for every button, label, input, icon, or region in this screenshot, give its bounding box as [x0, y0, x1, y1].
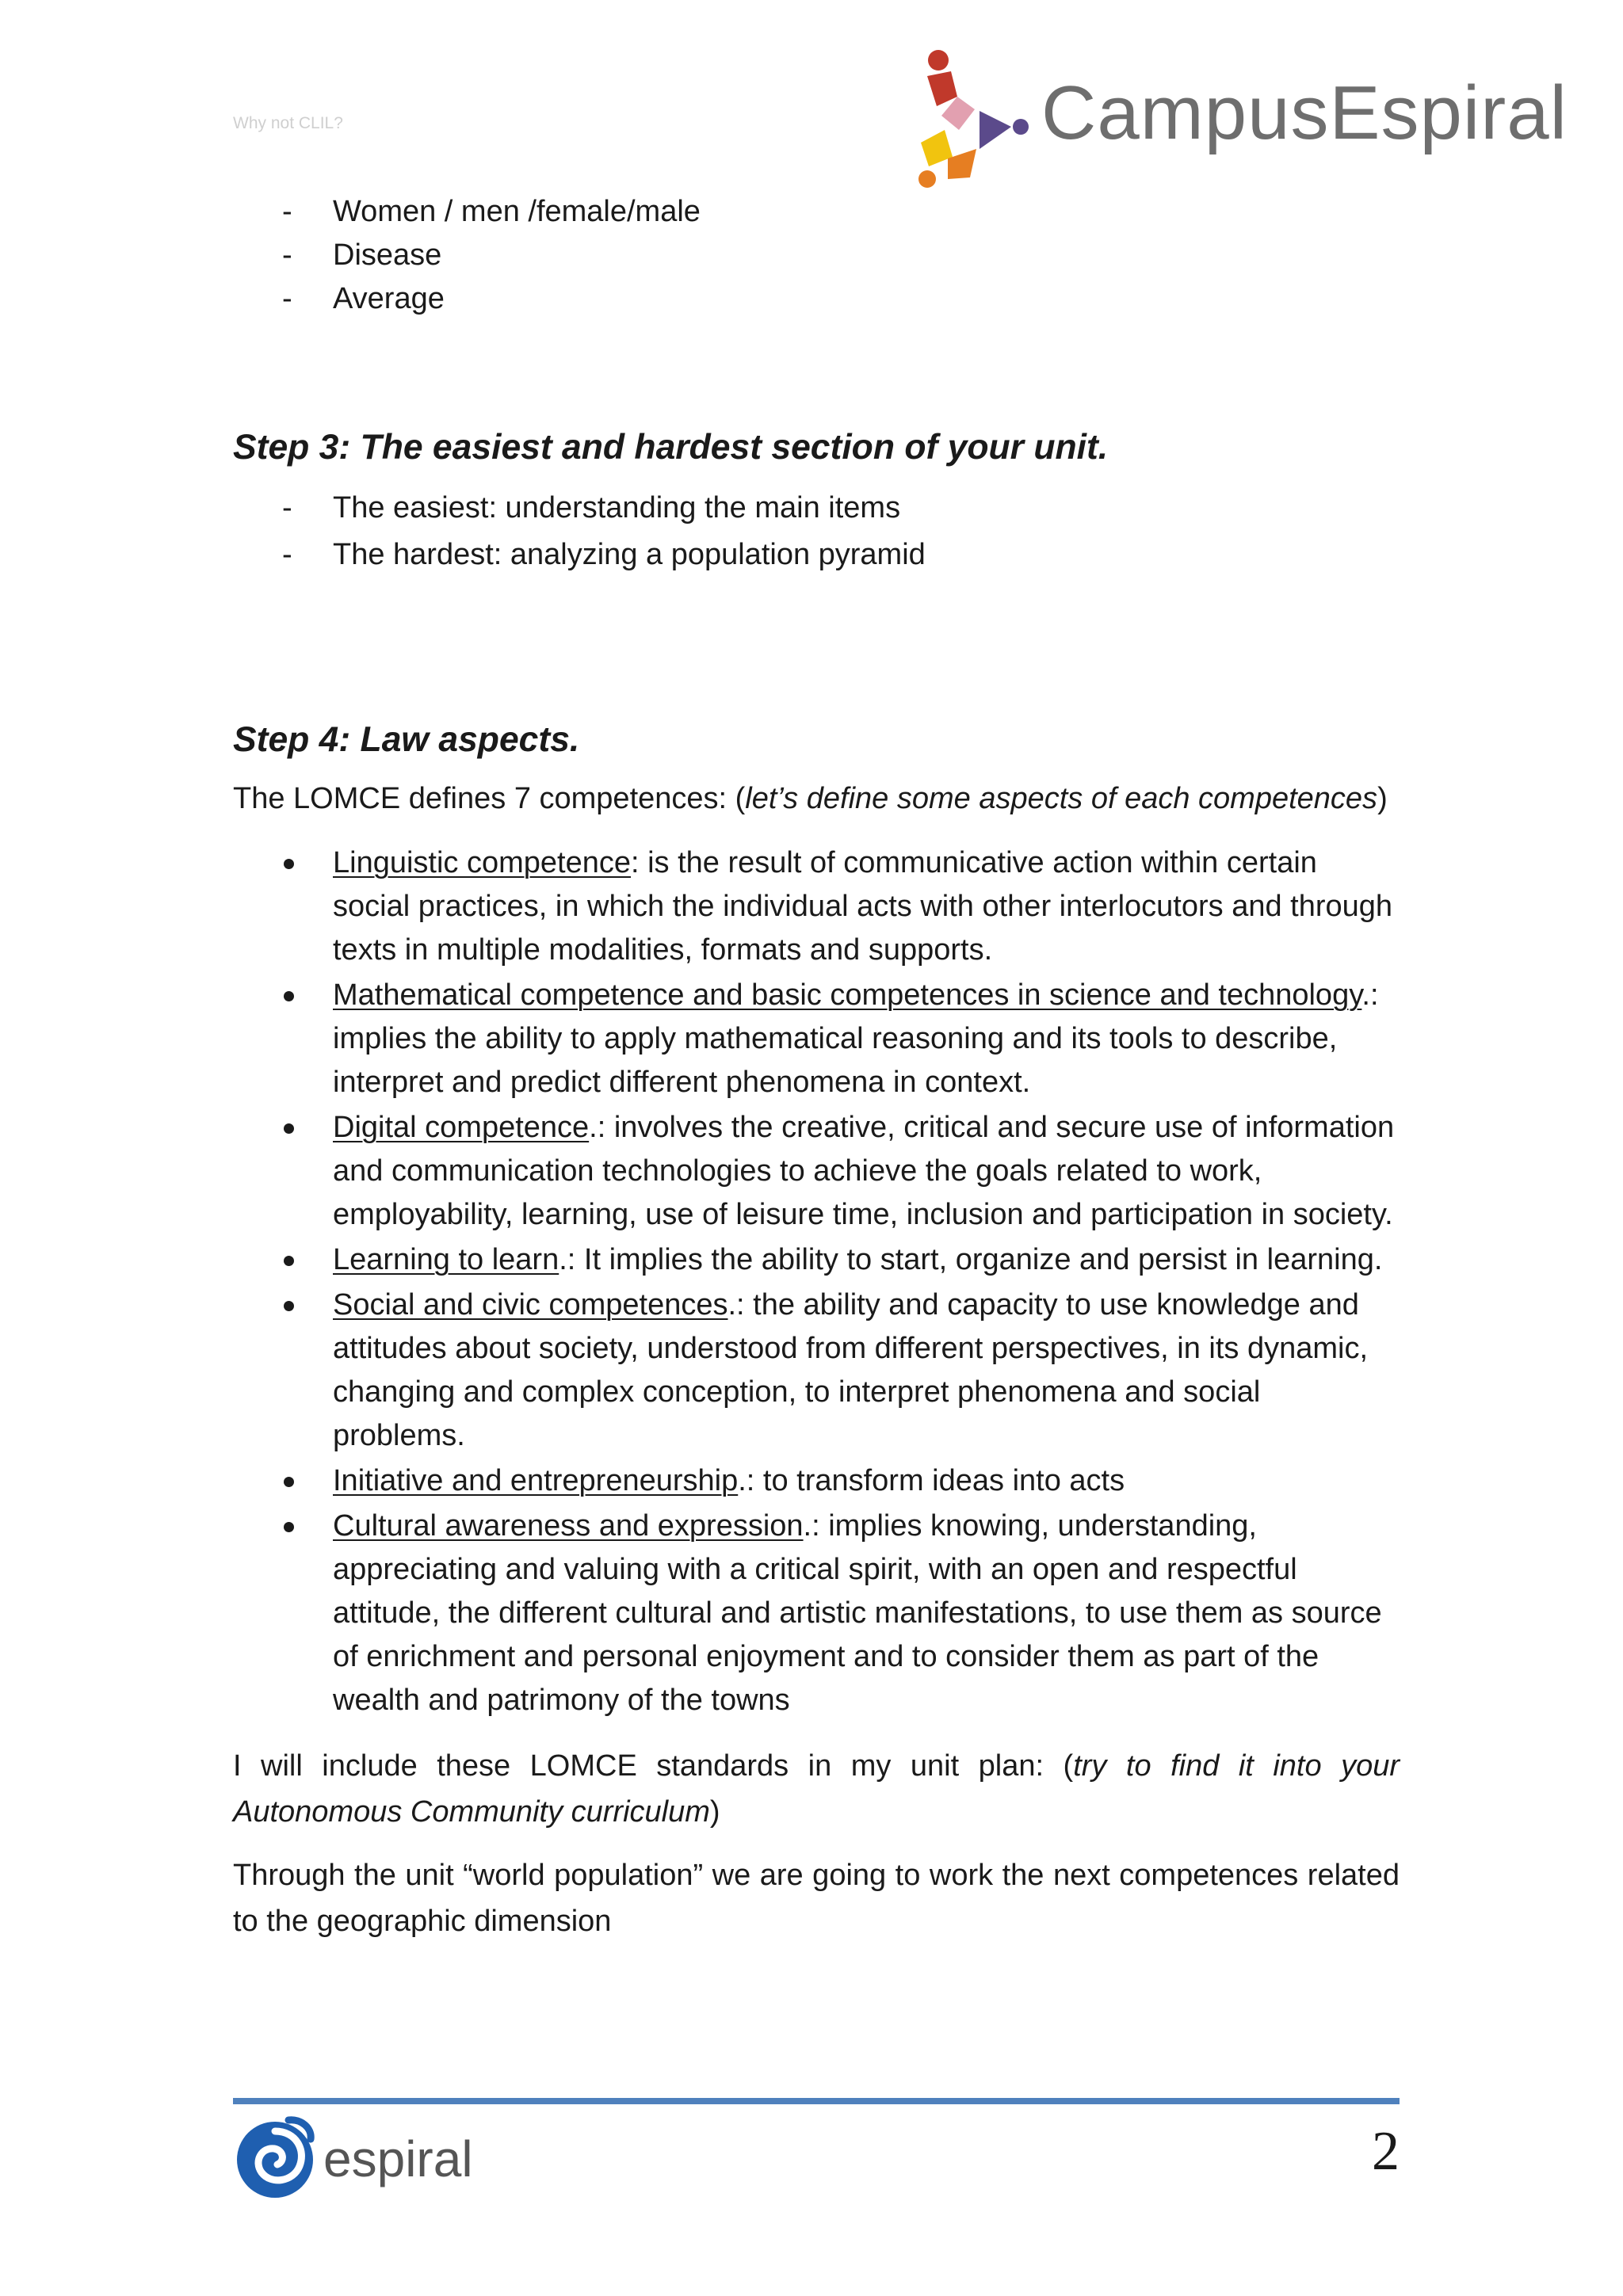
list-item: - The easiest: understanding the main items: [282, 491, 901, 524]
competence-text: .: implies the ability to apply mathematical reasoning and its tools to describe, interpret and predict different phenomena in context.: [333, 978, 1379, 1099]
list-item: - Disease: [282, 238, 442, 272]
bullet-icon: [284, 991, 294, 1001]
competence-item: [233, 974, 1400, 1104]
competence-term: Digital competence: [333, 1111, 590, 1144]
competence-text: .: involves the creative, critical and secure use of information and communication technologies to achieve the goals related to work, employability, learning, use of leisure time, inclusion and participation in society.: [333, 1111, 1395, 1231]
competence-text: .: implies knowing, understanding, appreciating and valuing with a critical spirit, with an open and respectful attitude, the different cultural and artistic manifestations, to use them as source of enrichment and personal enjoyment and to consider them as part of the wealth and patrimony of the towns: [333, 1509, 1382, 1717]
competences-list: [233, 841, 1400, 1722]
step4-intro: The LOMCE defines 7 competences: (let’s define some aspects of each competences): [233, 782, 1388, 815]
competence-item: [233, 841, 1400, 972]
document-body: [233, 190, 1400, 1944]
page-number: 2: [1372, 2121, 1400, 2182]
competence-item: [233, 1106, 1400, 1237]
closing-paragraph: Through the unit “world population” we are going to work the next competences related to the geographic dimension: [233, 1859, 1400, 1938]
competence-term: Learning to learn: [333, 1243, 559, 1276]
bullet-icon: [284, 859, 294, 869]
competence-text: .: to transform ideas into acts: [738, 1464, 1125, 1497]
espiral-footer-logo: [233, 2115, 495, 2203]
campus-espiral-mark-icon: [910, 48, 1037, 190]
list-item: - Average: [282, 282, 445, 315]
competence-text: : is the result of communicative action within certain social practices, in which the individual acts with other interlocutors and through texts in multiple modalities, formats and supports.: [333, 846, 1393, 967]
list-item: - Women / men /female/male: [282, 195, 701, 228]
footer-rule: [233, 2098, 1400, 2104]
competence-item: [233, 1505, 1400, 1722]
campus-espiral-logo: [910, 48, 1568, 190]
competence-term: Cultural awareness and expression: [333, 1509, 804, 1543]
vocabulary-list: [233, 190, 1400, 321]
competence-item: [233, 1459, 1400, 1503]
bullet-icon: [284, 1123, 294, 1134]
header-note: Why not CLIL?: [233, 114, 343, 132]
bullet-icon: [284, 1522, 294, 1532]
espiral-wordmark: espiral: [323, 2130, 473, 2187]
competence-item: [233, 1283, 1400, 1458]
bullet-icon: [284, 1301, 294, 1311]
standards-paragraph: I will include these LOMCE standards in my unit plan: (try to find it into your Autonomous Community curriculum): [233, 1749, 1400, 1829]
competence-term: Initiative and entrepreneurship: [333, 1464, 739, 1497]
competence-term: Linguistic competence: [333, 846, 631, 879]
competence-term: Social and civic competences: [333, 1288, 728, 1322]
bullet-icon: [284, 1477, 294, 1487]
bullet-icon: [284, 1256, 294, 1266]
espiral-spiral-icon: [233, 2115, 317, 2199]
campus-espiral-wordmark: CampusEspiral: [1041, 71, 1568, 155]
competence-text: .: the ability and capacity to use knowledge and attitudes about society, understood from different perspectives, in its dynamic, changing and complex conception, to interpret phenomena and social problems.: [333, 1288, 1369, 1452]
step3-list: [233, 485, 1400, 578]
list-item: - The hardest: analyzing a population pyramid: [282, 538, 926, 571]
competence-item: [233, 1238, 1400, 1282]
step4-heading: Step 4: Law aspects.: [233, 720, 580, 759]
competence-text: .: It implies the ability to start, organize and persist in learning.: [559, 1243, 1383, 1276]
competence-term: Mathematical competence and basic competences in science and technology: [333, 978, 1362, 1012]
step3-heading: Step 3: The easiest and hardest section of your unit.: [233, 428, 1109, 467]
